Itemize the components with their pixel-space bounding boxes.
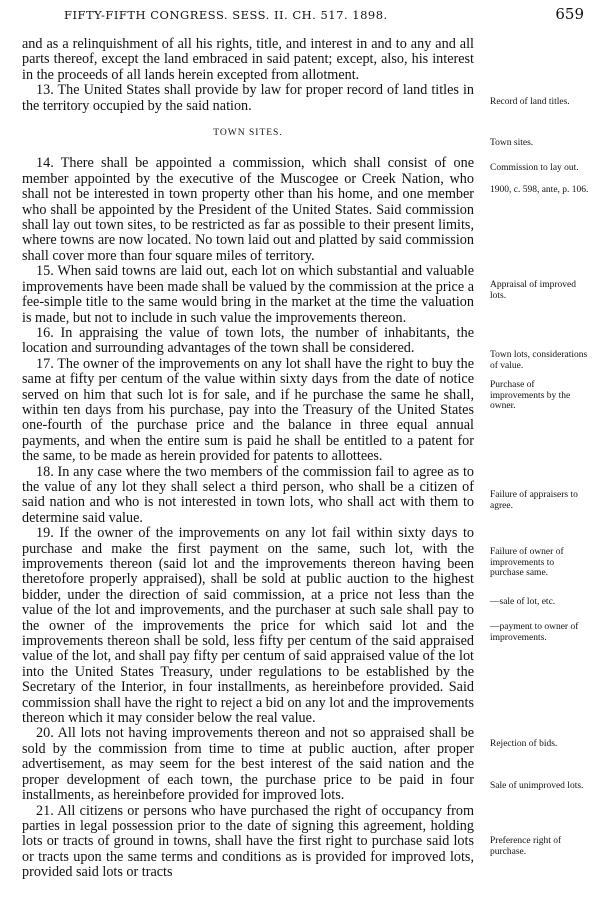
margin-note: Town lots, considerations of value. [490, 350, 588, 371]
section-17: 17. The owner of the improvements on any lot shall have the right to buy the same at fifty per centum of the value within sixty days from the date of notice served on him that such lot is for sale, and if he purchase the same he shall, within ten days from his purchase, pay into the Treasury of the United States one-fourth of the purchase price and the balance in three equal annual payments, and when the entire sum is paid he shall be entitled to a patent for the same, to be made as herein provided for patents to allottees. [22, 355, 474, 465]
section-15: 15. When said towns are laid out, each lot on which substantial and valuable improvements have been made shall be valued by the commission at the price a fee-simple title to the same would bring in the market at the time the valuation is made, but not to include in such value the improvements thereon. [22, 263, 474, 326]
margin-note: Failure of appraisers to agree. [490, 490, 578, 511]
margin-note: Preference right of purchase. [490, 836, 562, 857]
section-21: 21. All citizens or persons who have purchased the right of occupancy from parties in legal possession prior to the date of signing this agreement, holding lots or tracts of ground in towns, shall have the first right to purchase said lots or tracts upon the same terms and conditions as is provided for improved lots, provided said lots or tracts [22, 802, 474, 881]
section-20: 20. All lots not having improvements thereon and not so appraised shall be sold by the commission from time to time at public auction, after proper advertisement, as may seem for the best interest of the said nation and the proper development of each town, the purchase price to be paid in four installments, as hereinbefore provided for improved lots. [22, 725, 474, 804]
section-16: 16. In appraising the value of town lots, the number of inhabitants, the location and surrounding advantages of the town shall be considered. [22, 324, 474, 357]
margin-note: 1900, c. 598, ante, p. 106. [490, 185, 589, 195]
margin-note: Rejection of bids. [490, 739, 558, 749]
margin-note: Town sites. [490, 138, 534, 148]
section-14: 14. There shall be appointed a commission, which shall consist of one member appointed by the executive of the Muscogee or Creek Nation, who shall not be interested in town property other than his home, and one member who shall be appointed by the President of the United States. Said commission shall lay out town sites, to be restricted as far as possible to their present limits, where towns are now located. No town laid out and platted by said commission shall cover more than four square miles of territory. [22, 155, 474, 264]
margin-note: Sale of unimproved lots. [490, 781, 584, 791]
margin-note: Record of land titles. [490, 97, 570, 107]
main-text [22, 37, 474, 881]
page-header [64, 5, 584, 25]
page-number: 659 [555, 5, 584, 23]
paragraph-continuation: and as a relinquishment of all his rights, title, and interest in and to any and all parts thereof, except the land embraced in said patent; except, also, his interest in the proceeds of all lands herein excepted from allotment. [22, 36, 474, 83]
margin-note: —payment to owner of improvements. [490, 622, 579, 643]
section-heading-town-sites: TOWN SITES. [213, 128, 283, 139]
section-18: 18. In any case where the two members of the commission fail to agree as to the value of any lot they shall select a third person, who shall be a citizen of said nation and who is not interested in town lots, who shall act with them to determine said value. [22, 463, 474, 526]
margin-note: Commission to lay out. [490, 163, 579, 173]
section-13: 13. The United States shall provide by law for proper record of land titles in the territory occupied by the said nation. [22, 82, 474, 114]
margin-note: Appraisal of improved lots. [490, 280, 577, 301]
margin-note: Failure of owner of improvements to purchase same. [490, 547, 564, 578]
margin-note: —sale of lot, etc. [490, 597, 556, 607]
running-title: FIFTY-FIFTH CONGRESS. SESS. II. CH. 517. 1898. [64, 8, 388, 22]
margin-note: Purchase of improvements by the owner. [490, 380, 571, 411]
section-19: 19. If the owner of the improvements on any lot fail within sixty days to purchase and make the first payment on the same, such lot, with the improvements thereon (said lot and the improvements thereon having been theretofore properly appraised), shall be sold at public auction to the highest bidder, under the direction of said commission, at a price not less than the value of the lot and improvements, and the purchaser at such sale shall pay to the owner of the improvements the price for which said lot and the improvements thereon shall be sold, less fifty per centum of the said appraised value of the lot, and shall pay fifty per centum of said appraised value of the lot into the United States Treasury, under regulations to be established by the Secretary of the Interior, in four installments, as hereinbefore provided. Said commission shall have the right to reject a bid on any lot and the improvements thereon which it may consider below the real value. [22, 525, 474, 727]
